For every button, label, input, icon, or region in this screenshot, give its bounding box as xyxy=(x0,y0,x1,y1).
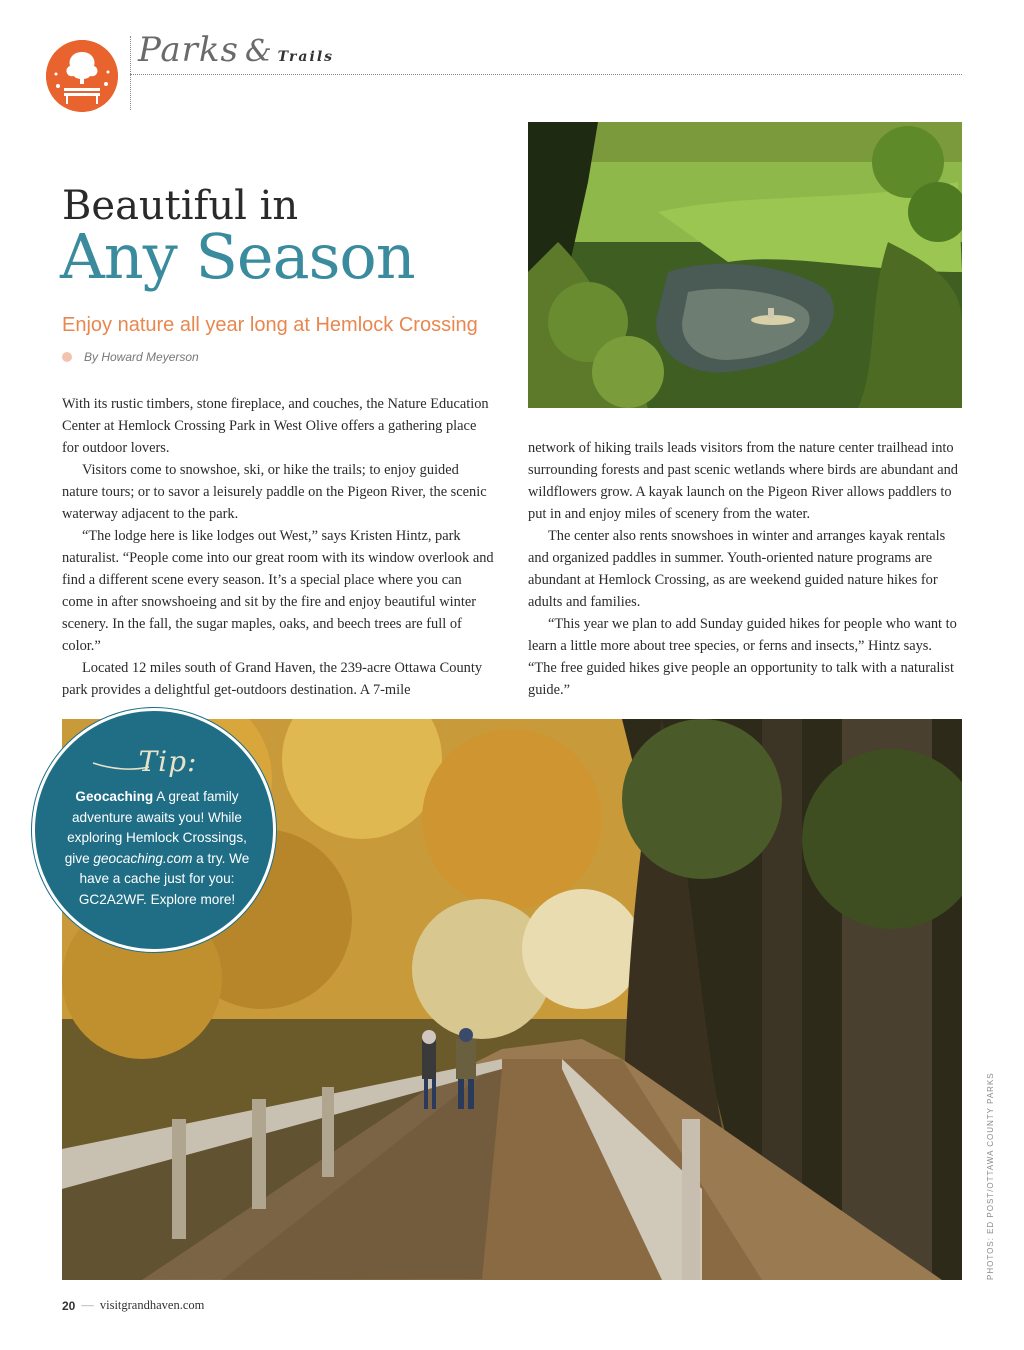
byline-dot-icon xyxy=(62,352,72,362)
tip-link[interactable]: geocaching.com xyxy=(93,850,193,866)
river-kayak-photo xyxy=(528,122,962,408)
section-title-script: Parks xyxy=(138,30,239,70)
article-paragraph: Located 12 miles south of Grand Haven, the 239-acre Ottawa County park provides a delightful get-outdoors destination. A 7-mile xyxy=(62,660,483,698)
footer-site[interactable]: visitgrandhaven.com xyxy=(99,1298,205,1312)
tip-lead: Geocaching xyxy=(75,789,154,804)
article-paragraph: network of hiking trails leads visitors from the nature center trailhead into surrounding forests and past scenic wetlands where birds are abundant and wildflowers grow. A kayak launch on the Pigeon River allows paddlers to put in and enjoy miles of scenery from the water. xyxy=(528,440,958,522)
byline xyxy=(62,350,199,364)
article-subtitle: Enjoy nature all year long at Hemlock Crossing xyxy=(62,314,478,336)
header-divider-vertical xyxy=(130,36,131,110)
footer-separator: — xyxy=(81,1298,94,1312)
parks-trails-logo-icon xyxy=(46,40,118,112)
tip-text-2: a try. We have a cache just for you: GC2A2WF. Explore more! xyxy=(78,850,250,907)
article-column-left xyxy=(62,393,494,701)
tip-body xyxy=(55,787,259,911)
section-title-ampersand: & xyxy=(244,34,272,69)
article-paragraph: “The lodge here is like lodges out West,” says Kristen Hintz, park naturalist. “People come into our great room with its window overlook and find a different scene every season. It’s a special place where you can come in after snowshoeing and sit by the fire and enjoy beautiful winter scenery. In the fall, the sugar maples, oaks, and beech trees are full of color.” xyxy=(62,528,494,654)
photo-credit: PHOTOS: ED POST/OTTAWA COUNTY PARKS xyxy=(986,1072,995,1280)
page-number: 20 xyxy=(62,1298,76,1313)
article-paragraph: “This year we plan to add Sunday guided hikes for people who want to learn a little more about tree species, or ferns and insects,” Hintz says. “The free guided hikes give people an opportunity to talk with a naturalist guide.” xyxy=(528,616,957,698)
article-paragraph: With its rustic timbers, stone fireplace, and couches, the Nature Education Center at Hemlock Crossing Park in West Olive offers a gathering place for outdoor lovers. xyxy=(62,396,489,456)
article-column-right xyxy=(528,437,962,701)
article-paragraph: Visitors come to snowshoe, ski, or hike the trails; to enjoy guided nature tours; or to savor a leisurely paddle on the Pigeon River, the scenic waterway adjacent to the park. xyxy=(62,462,487,522)
byline-text: By Howard Meyerson xyxy=(84,350,199,364)
tip-heading: Tip: xyxy=(138,745,198,778)
article-paragraph: The center also rents snowshoes in winter and arranges kayak rentals and organized paddles in summer. Youth-oriented nature programs are abundant at Hemlock Crossing, as are weekend guided nature hikes for adults and families. xyxy=(528,528,946,610)
tip-text-1: A great family adventure awaits you! While exploring Hemlock Crossings, give xyxy=(64,789,247,866)
section-title-label: Trails xyxy=(277,49,335,65)
article-title-line-1: Beautiful in xyxy=(62,183,299,229)
section-title xyxy=(138,30,334,74)
header-divider-horizontal xyxy=(130,74,962,75)
tip-callout xyxy=(32,708,276,952)
page-footer xyxy=(62,1298,204,1313)
article-title-line-2: Any Season xyxy=(60,220,415,293)
